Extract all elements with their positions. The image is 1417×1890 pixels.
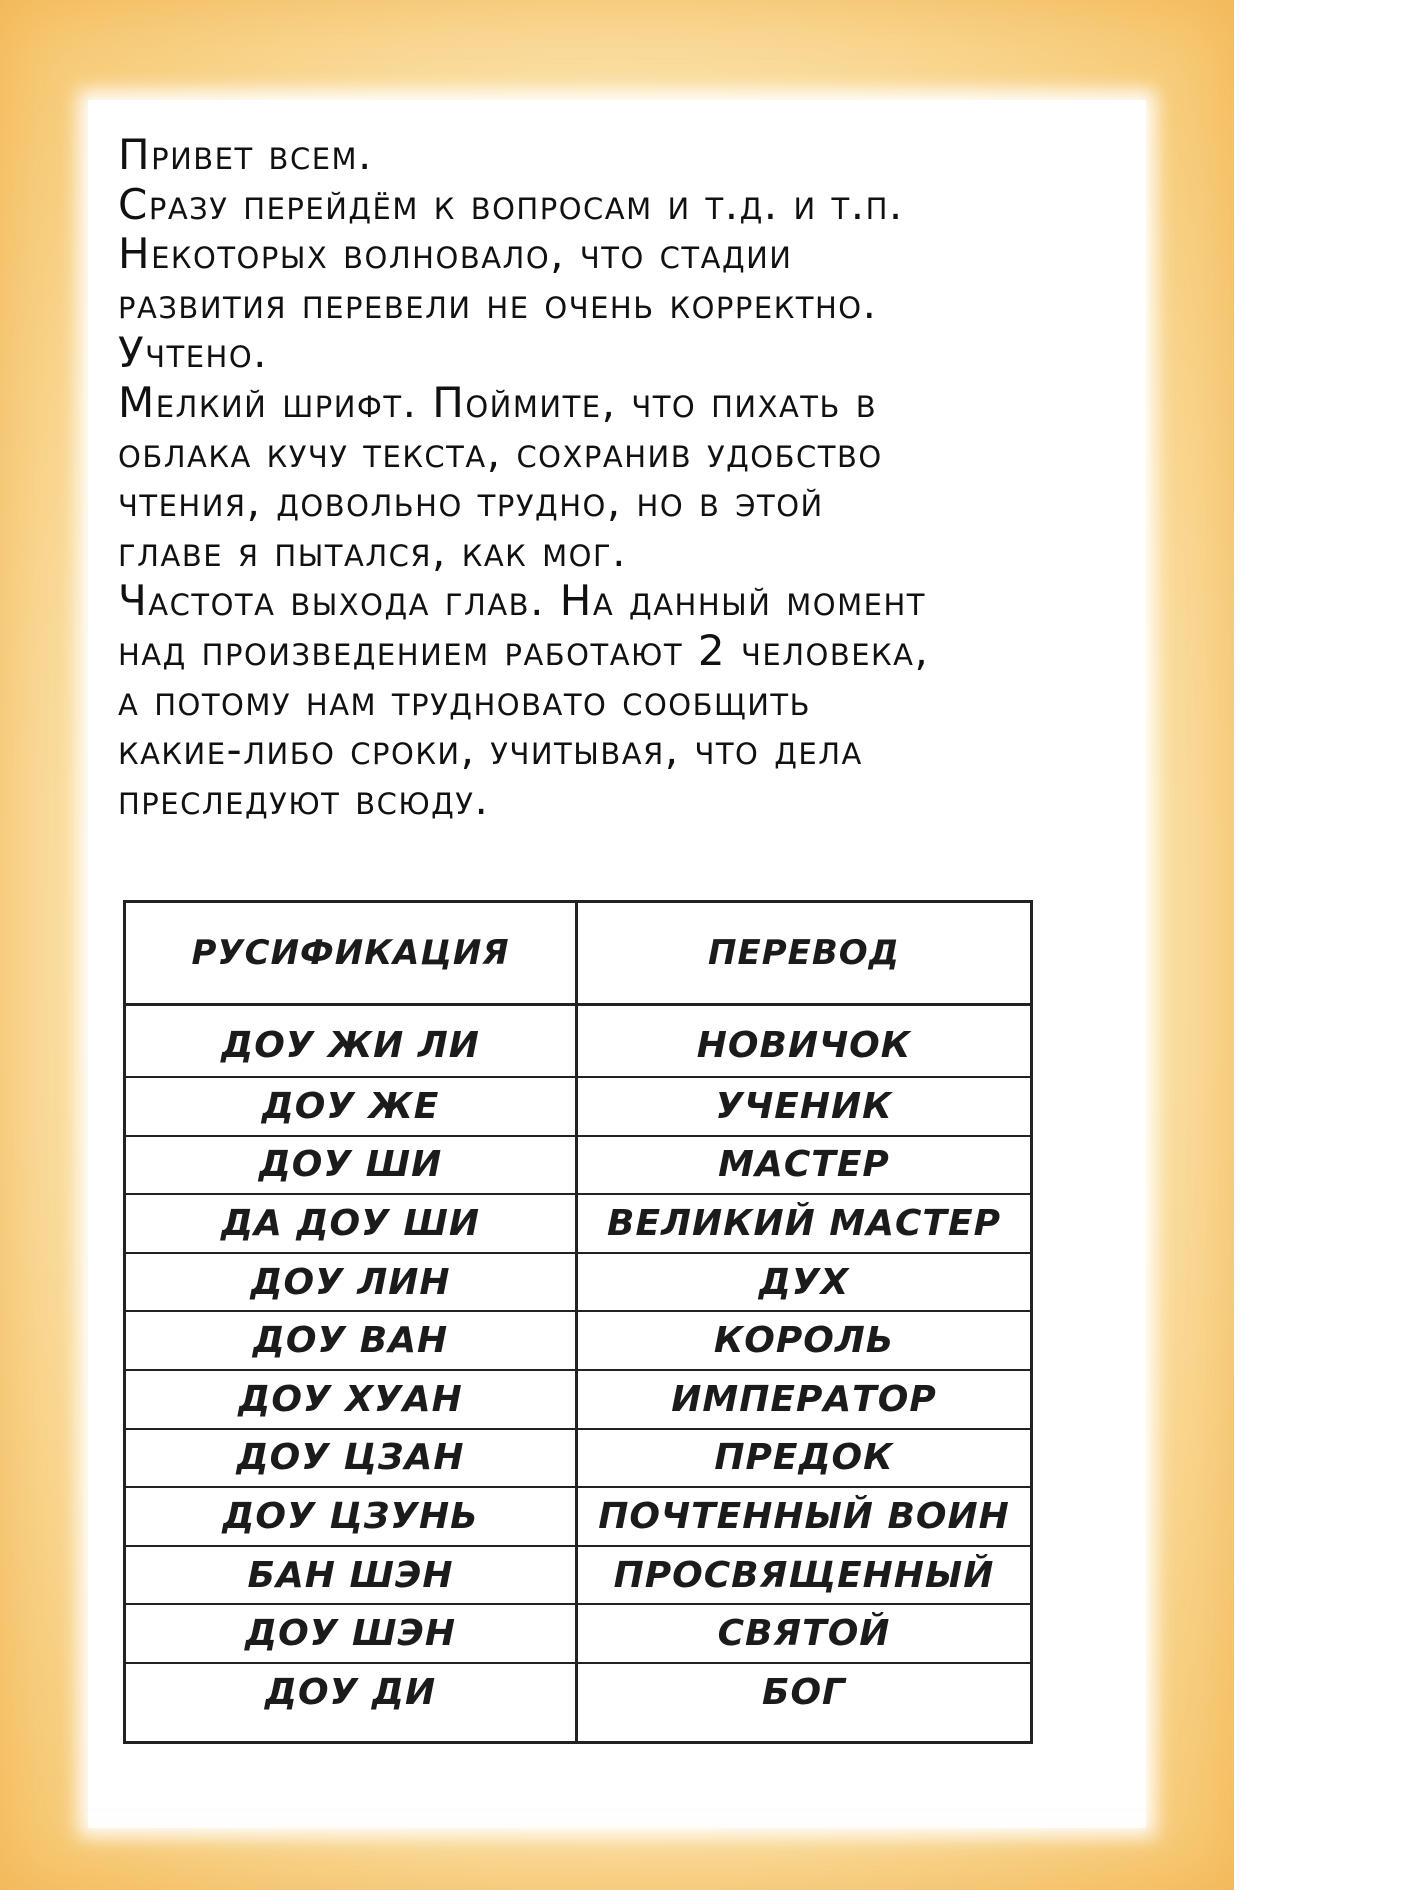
- table-row: [126, 1252, 1030, 1311]
- table-bottom-padding: [126, 1721, 1030, 1741]
- translation-cell: ИМПЕРАТОР: [671, 1378, 937, 1420]
- translation-cell: УЧЕНИК: [715, 1085, 893, 1127]
- page-sheet: [88, 100, 1146, 1828]
- translation-cell: ПОЧТЕННЫЙ ВОИН: [598, 1495, 1010, 1537]
- note-line: развития перевели не очень корректно.: [118, 278, 878, 328]
- translation-cell: ДУХ: [758, 1261, 850, 1303]
- note-line: какие-либо сроки, учитывая, что дела: [118, 725, 863, 775]
- note-line: облака кучу текста, сохранив удобство: [118, 427, 883, 477]
- romanization-cell: ДОУ ЖЕ: [126, 1078, 578, 1135]
- romanization-cell: ДОУ ДИ: [126, 1664, 578, 1721]
- romanization-cell: ДОУ ВАН: [126, 1312, 578, 1369]
- table-row: [126, 1369, 1030, 1428]
- table-row: [126, 1545, 1030, 1604]
- note-line: преследуют всюду.: [118, 774, 490, 824]
- romanization-cell: БАН ШЭН: [126, 1547, 578, 1604]
- spacer-left: [126, 1006, 578, 1014]
- translator-note: [118, 130, 1128, 824]
- note-line: Учтено.: [118, 328, 268, 378]
- padding-left: [126, 1721, 578, 1741]
- note-line: Некоторых волновало, что стадии: [118, 229, 793, 279]
- table-row: [126, 1428, 1030, 1487]
- note-line: Частота выхода глав. На данный момент: [118, 576, 926, 626]
- table-spacer: [126, 1006, 1030, 1014]
- note-line: Привет всем.: [118, 130, 373, 179]
- table-row: [126, 1193, 1030, 1252]
- table-row: [126, 1603, 1030, 1662]
- header-translation: ПЕРЕВОД: [708, 933, 900, 973]
- table-row: [126, 1135, 1030, 1194]
- romanization-cell: ДОУ ШЭН: [126, 1605, 578, 1662]
- romanization-cell: ДОУ ЛИН: [126, 1254, 578, 1311]
- note-line: а потому нам трудновато сообщить: [118, 675, 812, 725]
- romanization-cell: ДОУ ЦЗУНЬ: [126, 1488, 578, 1545]
- table-row: [126, 1014, 1030, 1076]
- padding-right: [578, 1721, 1030, 1741]
- note-line: чтения, довольно трудно, но в этой: [118, 477, 824, 527]
- romanization-cell: ДОУ ШИ: [126, 1137, 578, 1194]
- table-header: [126, 903, 1030, 1006]
- table-row: [126, 1310, 1030, 1369]
- note-line: Мелкий шрифт. Поймите, что пихать в: [118, 377, 878, 427]
- note-line: Сразу перейдём к вопросам и т.д. и т.п.: [118, 179, 904, 229]
- header-romanization: РУСИФИКАЦИЯ: [126, 903, 578, 1003]
- romanization-cell: ДОУ ХУАН: [126, 1371, 578, 1428]
- translation-cell: БОГ: [762, 1671, 846, 1713]
- translation-cell: КОРОЛЬ: [713, 1320, 895, 1362]
- spacer-right: [578, 1006, 1030, 1014]
- note-line: главе я пытался, как мог.: [118, 526, 628, 576]
- translation-cell: ПРЕДОК: [714, 1437, 894, 1479]
- stages-table: [123, 900, 1033, 1744]
- table-row: [126, 1486, 1030, 1545]
- translation-cell: СВЯТОЙ: [717, 1613, 891, 1655]
- translation-cell: НОВИЧОК: [696, 1024, 912, 1066]
- romanization-cell: ДА ДОУ ШИ: [126, 1195, 578, 1252]
- table-row: [126, 1076, 1030, 1135]
- romanization-cell: ДОУ ЦЗАН: [126, 1430, 578, 1487]
- note-line: над произведением работают 2 человека,: [118, 625, 930, 675]
- translation-cell: ВЕЛИКИЙ МАСТЕР: [607, 1202, 1001, 1244]
- romanization-cell: ДОУ ЖИ ЛИ: [126, 1014, 578, 1076]
- translation-cell: ПРОСВЯЩЕННЫЙ: [613, 1554, 995, 1596]
- table-row: [126, 1662, 1030, 1721]
- translation-cell: МАСТЕР: [718, 1144, 890, 1186]
